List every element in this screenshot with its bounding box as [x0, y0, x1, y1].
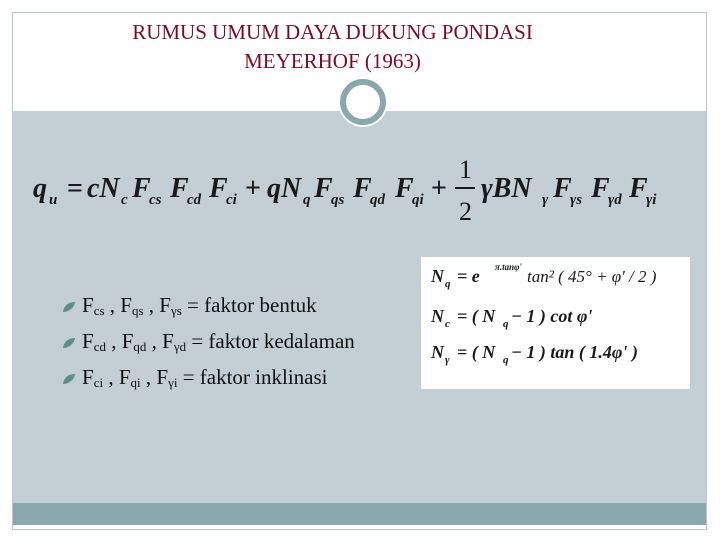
factor-bullet-list [68, 290, 355, 398]
formula-f-qd: F [353, 173, 372, 204]
slide-title [0, 18, 665, 76]
formula-svg [25, 150, 685, 230]
formula-plus-2: + [431, 173, 447, 204]
formula-f-gi: F [629, 173, 648, 204]
formula-term1: cN [87, 173, 120, 204]
bullet-item-bentuk [68, 290, 355, 326]
ng-prefix: N [431, 342, 444, 362]
formula-f-gd-sub: γd [608, 192, 622, 208]
nc-body: = ( N [457, 306, 496, 326]
formula-f-qi: F [395, 173, 414, 204]
formula-f-cd-sub: cd [187, 192, 202, 208]
formula-frac-num: 1 [459, 155, 472, 184]
nq-body: = e [457, 266, 480, 286]
formula-lhs: q [33, 173, 47, 204]
title-line-2: MEYERHOF (1963) [244, 49, 421, 73]
nq-tail: tan² ( 45° + φ' / 2 ) [527, 267, 657, 286]
formula-f-qi-sub: qi [412, 192, 424, 208]
ng-sub2: q [503, 354, 509, 366]
formula-f-ci-sub: ci [226, 192, 237, 208]
formula-term3: γBN [481, 173, 532, 204]
bullet-text-bentuk: $F_{cs}$ , $F_{qs}$ , $F_{\gamma s}$ = faktor bentuk [82, 293, 317, 318]
nc-sub: c [445, 318, 450, 330]
nq-sub: q [445, 278, 451, 290]
main-formula [25, 150, 685, 230]
formula-f-cs-sub: cs [149, 192, 162, 208]
formula-frac-den: 2 [459, 197, 472, 226]
formula-f-qs-sub: qs [331, 192, 345, 208]
formula-f-gs: F [553, 173, 572, 204]
title-line-1: RUMUS UMUM DAYA DUKUNG PONDASI [132, 20, 533, 44]
formula-f-cs: F [132, 173, 151, 204]
formula-term2: qN [267, 173, 302, 204]
formula-f-cd: F [170, 173, 189, 204]
formula-f-gi-sub: γi [646, 192, 657, 208]
formula-frac-bar [455, 187, 475, 189]
ng-tail: − 1 ) tan ( 1.4φ' ) [511, 342, 638, 362]
bullet-text-kedalaman: $F_{cd}$ , $F_{qd}$ , $F_{\gamma d}$ = faktor kedalaman [82, 329, 355, 354]
formula-term1-sub: c [121, 192, 128, 208]
ng-body: = ( N [457, 342, 496, 362]
nq-sup: π.tanφ' [495, 262, 522, 272]
bullet-text-inklinasi: $F_{ci}$ , $F_{qi}$ , $F_{\gamma i}$ = faktor inklinasi [82, 365, 328, 390]
formula-eq: = [67, 173, 83, 204]
leaf-bullet-icon [62, 301, 76, 313]
nq-prefix: N [431, 266, 444, 286]
nc-tail: − 1 ) cot φ' [511, 306, 593, 326]
formula-f-qs: F [314, 173, 333, 204]
formula-f-gd: F [591, 173, 610, 204]
formula-term2-sub: q [303, 192, 311, 208]
bullet-item-kedalaman [68, 326, 355, 362]
formula-term3-sub: γ [542, 192, 549, 208]
formula-plus-1: + [245, 173, 261, 204]
formula-lhs-sub: u [49, 192, 58, 208]
ring-ornament-icon [340, 79, 386, 125]
factor-formula-svg [421, 257, 690, 389]
formula-f-ci: F [209, 173, 228, 204]
factor-formula-box [421, 257, 690, 389]
footer-bar [13, 503, 706, 525]
formula-f-qd-sub: qd [370, 192, 385, 208]
ng-sub: γ [445, 354, 450, 366]
nc-prefix: N [431, 306, 444, 326]
bullet-item-inklinasi [68, 362, 355, 398]
leaf-bullet-icon [62, 337, 76, 349]
leaf-bullet-icon [62, 373, 76, 385]
nc-sub2: q [503, 318, 509, 330]
formula-f-gs-sub: γs [570, 192, 583, 208]
